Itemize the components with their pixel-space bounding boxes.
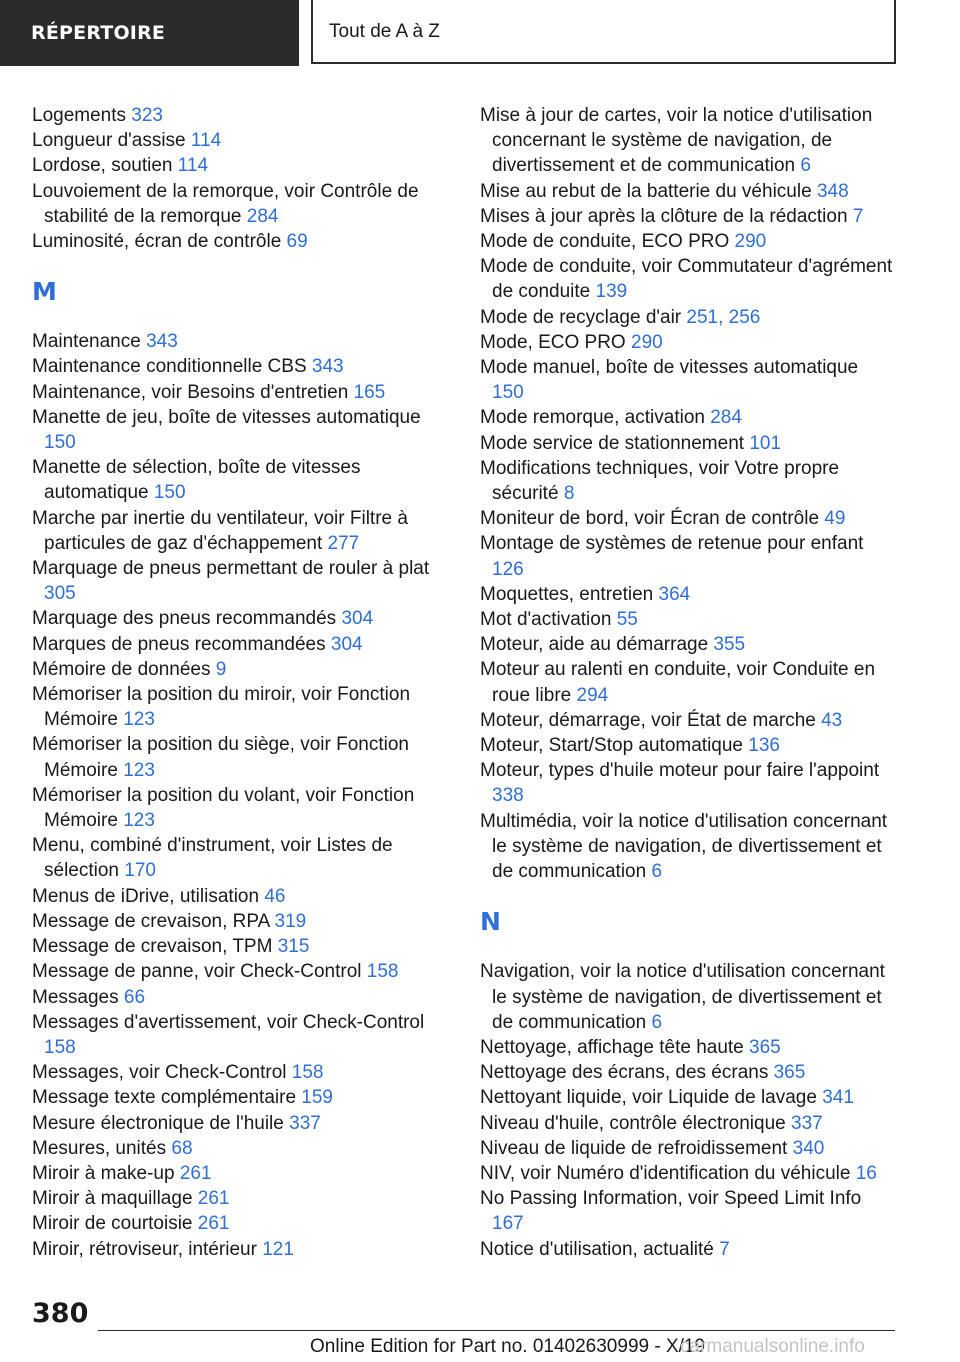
- page-link[interactable]: 290: [631, 331, 663, 353]
- page-link[interactable]: 123: [123, 810, 155, 832]
- index-term: Maintenance: [32, 331, 147, 353]
- page-link[interactable]: 341: [822, 1087, 854, 1109]
- footer-divider: [98, 1330, 895, 1331]
- index-entry: [32, 556, 457, 606]
- page-link[interactable]: 261: [197, 1188, 230, 1210]
- page-link[interactable]: 284: [246, 205, 279, 227]
- index-entry: [480, 582, 895, 607]
- index-entry: [480, 733, 895, 758]
- subsection-title: Tout de A à Z: [311, 0, 896, 64]
- index-entry: [480, 632, 895, 657]
- page-link[interactable]: 365: [749, 1036, 781, 1058]
- page-link[interactable]: 158: [44, 1036, 76, 1058]
- index-term: Message de crevaison, RPA: [32, 910, 275, 932]
- index-entry: [32, 506, 457, 556]
- index-term: Moquettes, entretien: [480, 583, 659, 605]
- index-term: Message texte complémentaire: [32, 1087, 302, 1109]
- index-entry: [480, 1111, 895, 1136]
- page-link[interactable]: 16: [855, 1162, 877, 1184]
- index-entry: [32, 682, 457, 732]
- index-term: Notice d'utilisation, actualité: [480, 1238, 720, 1260]
- index-term: Messages d'avertissement, voir Check-Control: [32, 1011, 425, 1033]
- index-term: Menu, combiné d'instrument, voir Listes de sélection: [32, 835, 393, 882]
- index-term: Moteur, aide au démarrage: [480, 634, 714, 656]
- page-link[interactable]: 159: [301, 1087, 333, 1109]
- page-link[interactable]: 364: [658, 583, 691, 605]
- index-entry: [480, 254, 895, 304]
- index-term: Mode, ECO PRO: [480, 331, 631, 353]
- index-term: Nettoyage, affichage tête haute: [480, 1036, 750, 1058]
- index-term: Miroir, rétroviseur, intérieur: [32, 1238, 263, 1260]
- index-entry: [480, 1060, 895, 1085]
- index-entry: [480, 405, 895, 430]
- index-entry: [32, 1186, 457, 1211]
- section-tab: RÉPERTOIRE: [0, 0, 299, 66]
- index-entry: [32, 909, 457, 934]
- page-link[interactable]: 261: [197, 1213, 230, 1235]
- index-term: Mode service de stationnement: [480, 432, 750, 454]
- page-link[interactable]: 167: [492, 1213, 524, 1235]
- page-link[interactable]: 294: [576, 684, 609, 706]
- index-term: Nettoyage des écrans, des écrans: [480, 1062, 774, 1084]
- page-link[interactable]: 340: [792, 1137, 825, 1159]
- index-entry: [480, 1136, 895, 1161]
- index-term: Mot d'activation: [480, 609, 617, 631]
- page-link[interactable]: 8: [563, 483, 575, 505]
- page-link[interactable]: 343: [311, 356, 344, 378]
- index-term: Mode manuel, boîte de vitesses automatique: [480, 357, 859, 379]
- page-link[interactable]: 165: [353, 381, 386, 403]
- index-term: Longueur d'assise: [32, 130, 191, 152]
- index-entry: [480, 1237, 895, 1262]
- index-entry: [480, 305, 895, 330]
- index-term: Louvoiement de la remorque, voir Contrôle de stabilité de la remorque: [32, 180, 419, 227]
- index-entry: [32, 128, 457, 153]
- index-term: Luminosité, écran de contrôle: [32, 231, 287, 253]
- page-link[interactable]: 343: [146, 331, 178, 353]
- index-term: Moteur, types d'huile moteur pour faire l'appoint: [480, 760, 880, 782]
- index-term: Manette de sélection, boîte de vitesses automatique: [32, 457, 361, 504]
- page-link[interactable]: 304: [330, 633, 363, 655]
- index-entry: [32, 455, 457, 505]
- page-link[interactable]: 338: [492, 785, 524, 807]
- page-link[interactable]: 150: [44, 432, 76, 454]
- index-term: Miroir de courtoisie: [32, 1213, 198, 1235]
- index-term: NIV, voir Numéro d'identification du véhicule: [480, 1162, 856, 1184]
- index-entry: [480, 607, 895, 632]
- index-term: Miroir à maquillage: [32, 1188, 198, 1210]
- index-entry: [32, 884, 457, 909]
- index-term: Mémoire de données: [32, 658, 216, 680]
- page-link[interactable]: 170: [124, 860, 156, 882]
- index-entry: [32, 1211, 457, 1236]
- index-entry: [32, 1136, 457, 1161]
- index-term: Mesures, unités: [32, 1137, 172, 1159]
- index-entry: [32, 606, 457, 631]
- index-entry: [480, 531, 895, 581]
- page-link[interactable]: 158: [291, 1062, 324, 1084]
- page-link[interactable]: 114: [177, 155, 209, 177]
- index-entry: [480, 103, 895, 179]
- index-entry: [32, 632, 457, 657]
- index-term: Mode remorque, activation: [480, 407, 711, 429]
- index-entry: [32, 1085, 457, 1110]
- index-term: Manette de jeu, boîte de vitesses automatique: [32, 406, 421, 428]
- index-term: Multimédia, voir la notice d'utilisation concernant le système de navigation, de divertissement et de communication: [480, 810, 888, 883]
- index-term: Mise à jour de cartes, voir la notice d'utilisation concernant le système de navigation, de divertissement et de communication: [480, 105, 873, 177]
- index-term: Montage de systèmes de retenue pour enfant: [480, 533, 864, 555]
- page-link[interactable]: 6: [651, 1011, 663, 1033]
- index-term: Marquage de pneus permettant de rouler à plat: [32, 558, 430, 580]
- page-link[interactable]: 365: [773, 1062, 806, 1084]
- page-link[interactable]: 251, 256: [686, 306, 761, 328]
- index-entry: [32, 380, 457, 405]
- index-term: No Passing Information, voir Speed Limit Info: [480, 1188, 862, 1210]
- page-link[interactable]: 123: [123, 709, 155, 731]
- index-term: Logements: [32, 105, 132, 126]
- index-term: Lordose, soutien: [32, 155, 178, 177]
- index-term: Menus de iDrive, utilisation: [32, 885, 265, 907]
- page-link[interactable]: 139: [595, 281, 628, 303]
- index-term: Mise au rebut de la batterie du véhicule: [480, 180, 817, 202]
- index-entry: [480, 959, 895, 1035]
- watermark: carmanualsonline.info: [680, 1336, 865, 1357]
- index-term: Messages, voir Check-Control: [32, 1062, 292, 1084]
- page-link[interactable]: 304: [341, 608, 374, 630]
- index-entry: [480, 1161, 895, 1186]
- page-link[interactable]: 150: [492, 382, 524, 404]
- index-entry: [480, 708, 895, 733]
- index-entry: [32, 657, 457, 682]
- index-term: Mode de conduite, ECO PRO: [480, 231, 735, 253]
- index-entry: [32, 1111, 457, 1136]
- page-link[interactable]: 305: [44, 583, 76, 605]
- index-term: Navigation, voir la notice d'utilisation concernant le système de navigation, de divertissement et de communication: [480, 961, 885, 1033]
- index-entry: [480, 204, 895, 229]
- index-term: Mesure électronique de l'huile: [32, 1112, 290, 1134]
- index-term: Marques de pneus recommandées: [32, 633, 331, 655]
- index-term: Moteur, démarrage, voir État de marche: [480, 709, 822, 731]
- index-term: Mémoriser la position du volant, voir Fonction Mémoire: [32, 784, 415, 832]
- page-number: 380: [32, 1298, 89, 1329]
- page-link[interactable]: 69: [286, 231, 308, 253]
- page-link[interactable]: 49: [824, 508, 846, 530]
- index-term: Maintenance conditionnelle CBS: [32, 356, 312, 378]
- index-term: Niveau de liquide de refroidissement: [480, 1137, 793, 1159]
- index-term: Message de panne, voir Check-Control: [32, 961, 367, 983]
- page-link[interactable]: 6: [800, 155, 811, 177]
- page-link[interactable]: 315: [277, 936, 310, 958]
- index-term: Marquage des pneus recommandés: [32, 608, 342, 630]
- index-entry: [32, 103, 457, 128]
- page-link[interactable]: 355: [713, 634, 746, 656]
- index-entry: [480, 657, 895, 707]
- page-link[interactable]: 101: [749, 432, 782, 454]
- index-entry: [480, 758, 895, 808]
- index-entry: [32, 329, 457, 354]
- index-entry: [480, 506, 895, 531]
- index-entry: [32, 934, 457, 959]
- index-entry: [32, 405, 457, 455]
- page-link[interactable]: 319: [274, 910, 307, 932]
- index-term: Marche par inertie du ventilateur, voir Filtre à particules de gaz d'échappement: [32, 507, 408, 554]
- index-term: Moteur au ralenti en conduite, voir Conduite en roue libre: [480, 659, 876, 706]
- index-entry: [32, 783, 457, 833]
- index-entry: [32, 229, 457, 254]
- index-entry: [480, 809, 895, 885]
- index-term: Nettoyant liquide, voir Liquide de lavage: [480, 1087, 823, 1109]
- page-link[interactable]: 68: [171, 1137, 193, 1159]
- index-entry: [32, 1161, 457, 1186]
- page-link[interactable]: 348: [816, 180, 849, 202]
- index-entry: [480, 1186, 895, 1236]
- page-link[interactable]: 150: [153, 482, 186, 504]
- index-term: Mémoriser la position du miroir, voir Fonction Mémoire: [32, 684, 411, 731]
- index-entry: [32, 833, 457, 883]
- index-term: Moniteur de bord, voir Écran de contrôle: [480, 508, 825, 530]
- page-link[interactable]: 323: [131, 105, 163, 126]
- page-link[interactable]: 284: [710, 407, 742, 429]
- index-entry: [32, 179, 457, 229]
- page-link[interactable]: 261: [179, 1162, 212, 1184]
- index-entry: [32, 1010, 457, 1060]
- index-term: Moteur, Start/Stop automatique: [480, 735, 749, 757]
- page-link[interactable]: 7: [719, 1238, 730, 1260]
- page-link[interactable]: 66: [123, 986, 146, 1008]
- page-link[interactable]: 114: [190, 130, 222, 152]
- index-entry: [480, 1085, 895, 1110]
- index-term: Maintenance, voir Besoins d'entretien: [32, 381, 354, 403]
- page-link[interactable]: 136: [748, 735, 780, 757]
- index-term: Mises à jour après la clôture de la rédaction: [480, 205, 853, 227]
- index-entry: [480, 431, 895, 456]
- page-link[interactable]: 337: [289, 1112, 321, 1134]
- index-entry: [32, 985, 457, 1010]
- page-link[interactable]: 6: [651, 861, 663, 883]
- page-link[interactable]: 158: [366, 961, 399, 983]
- section-letter: M: [32, 277, 57, 307]
- index-entry: [32, 354, 457, 379]
- edition-note: Online Edition for Part no. 01402630999 - X/19: [310, 1336, 706, 1357]
- index-term: Modifications techniques, voir Votre propre sécurité: [480, 457, 840, 505]
- index-term: Mode de recyclage d'air: [480, 306, 687, 328]
- index-term: Miroir à make-up: [32, 1162, 180, 1184]
- index-column-left: [32, 103, 457, 1262]
- index-entry: [480, 179, 895, 204]
- index-entry: [480, 456, 895, 506]
- index-term: Mode de conduite, voir Commutateur d'agrément de conduite: [480, 256, 893, 303]
- page-link[interactable]: 55: [616, 609, 638, 631]
- page-link[interactable]: 290: [734, 231, 767, 253]
- page-link[interactable]: 121: [262, 1238, 294, 1260]
- index-term: Message de crevaison, TPM: [32, 936, 278, 958]
- index-term: Messages: [32, 986, 124, 1008]
- index-column-right: [480, 103, 895, 1262]
- index-entry: [480, 355, 895, 405]
- page-link[interactable]: 123: [123, 759, 155, 781]
- index-entry: [32, 1060, 457, 1085]
- index-entry: [32, 1237, 457, 1262]
- page-link[interactable]: 277: [327, 532, 360, 554]
- page-link[interactable]: 43: [821, 709, 843, 731]
- index-entry: [480, 1035, 895, 1060]
- section-letter: N: [480, 907, 501, 937]
- page-link[interactable]: 337: [791, 1112, 823, 1134]
- index-term: Mémoriser la position du siège, voir Fonction Mémoire: [32, 734, 410, 781]
- index-entry: [32, 732, 457, 782]
- index-entry: [32, 153, 457, 178]
- page-link[interactable]: 7: [852, 205, 864, 227]
- page-link[interactable]: 46: [264, 885, 286, 907]
- page-link[interactable]: 126: [492, 558, 524, 580]
- index-entry: [480, 330, 895, 355]
- index-term: Niveau d'huile, contrôle électronique: [480, 1112, 791, 1134]
- index-entry: [480, 229, 895, 254]
- index-entry: [32, 959, 457, 984]
- page-link[interactable]: 9: [215, 658, 227, 680]
